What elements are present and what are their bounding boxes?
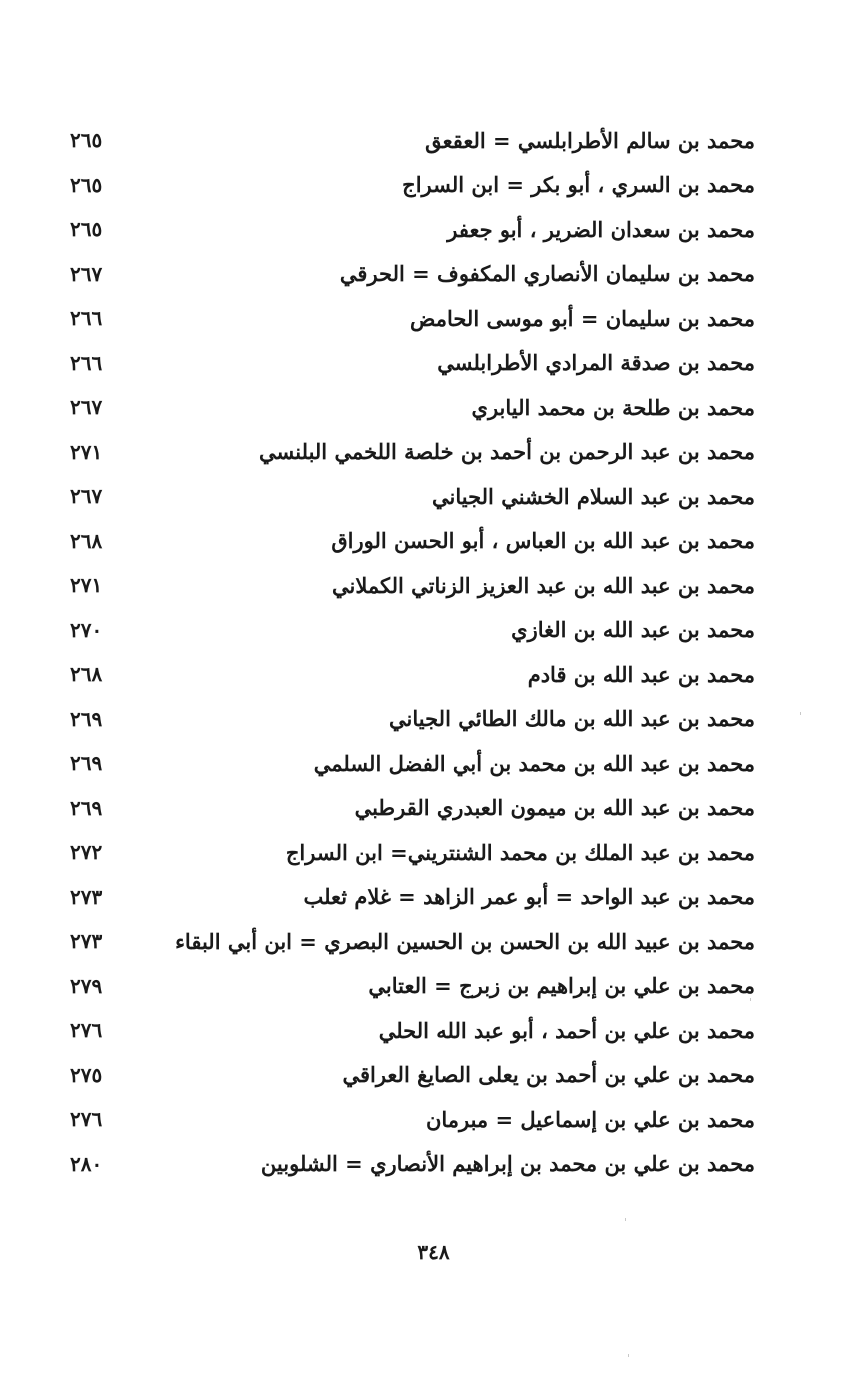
index-entry	[70, 252, 755, 297]
entry-page-number: ٢٦٥	[70, 217, 103, 242]
page-number: ٣٤٨	[417, 1240, 450, 1264]
index-entry	[70, 207, 755, 252]
index-entry	[70, 163, 755, 208]
entry-name: محمد بن علي بن إسماعيل = مبرمان	[425, 1106, 755, 1132]
entry-page-number: ٢٦٧	[70, 484, 103, 509]
entry-name: محمد بن عبيد الله بن الحسن بن الحسين البصري = ابن أبي البقاء	[175, 928, 755, 954]
entry-name: محمد بن السري ، أبو بكر = ابن السراج	[402, 172, 755, 198]
entry-name: محمد بن عبد الله بن العباس ، أبو الحسن الوراق	[331, 528, 755, 554]
index-entry	[70, 341, 755, 386]
index-entry	[70, 1097, 755, 1142]
entry-page-number: ٢٦٩	[70, 706, 103, 731]
index-entry	[70, 652, 755, 697]
entry-name: محمد بن علي بن إبراهيم بن زبرج = العتابي	[368, 973, 755, 999]
index-entry	[70, 519, 755, 564]
entry-page-number: ٢٧٢	[70, 840, 103, 865]
entry-page-number: ٢٧٣	[70, 929, 103, 954]
entry-page-number: ٢٦٩	[70, 795, 103, 820]
entry-name: محمد بن عبد الرحمن بن أحمد بن خلصة اللخمي البلنسي	[259, 439, 755, 465]
entry-page-number: ٢٧٩	[70, 973, 103, 998]
index-entry	[70, 474, 755, 519]
entry-name: محمد بن عبد الله بن قادم	[527, 661, 755, 687]
entry-name: محمد بن سعدان الضرير ، أبو جعفر	[447, 216, 755, 242]
entry-page-number: ٢٦٦	[70, 350, 103, 375]
entry-name: محمد بن عبد الله بن الغازي	[511, 617, 755, 643]
entry-name: محمد بن عبد الله بن محمد بن أبي الفضل السلمي	[313, 750, 755, 776]
index-entry	[70, 875, 755, 920]
index-entry	[70, 430, 755, 475]
entry-name: محمد بن طلحة بن محمد اليابري	[471, 394, 755, 420]
entry-name: محمد بن عبد الله بن ميمون العبدري القرطبي	[354, 795, 755, 821]
index-entry	[70, 296, 755, 341]
entry-name: محمد بن عبد الله بن عبد العزيز الزناتي الكملاني	[332, 572, 755, 598]
index-entry	[70, 608, 755, 653]
index-entry	[70, 563, 755, 608]
entry-page-number: ٢٧١	[70, 439, 103, 464]
index-entry	[70, 919, 755, 964]
scan-speck	[800, 712, 801, 715]
scan-speck	[750, 998, 751, 1001]
entry-name: محمد بن سليمان الأنصاري المكفوف = الحرقي	[339, 261, 755, 287]
index-entry	[70, 741, 755, 786]
entry-page-number: ٢٧٠	[70, 617, 103, 642]
entry-page-number: ٢٦٧	[70, 395, 103, 420]
entry-page-number: ٢٧٦	[70, 1107, 103, 1132]
entry-page-number: ٢٦٧	[70, 261, 103, 286]
entry-page-number: ٢٧٦	[70, 1018, 103, 1043]
entry-name: محمد بن علي بن أحمد بن يعلى الصايغ العراقي	[342, 1062, 755, 1088]
entry-page-number: ٢٧٥	[70, 1062, 103, 1087]
entry-page-number: ٢٨٠	[70, 1151, 103, 1176]
entry-name: محمد بن علي بن أحمد ، أبو عبد الله الحلي	[378, 1017, 755, 1043]
entry-name: محمد بن صدقة المرادي الأطرابلسي	[437, 350, 755, 376]
scan-speck	[628, 1354, 629, 1357]
entry-page-number: ٢٦٩	[70, 751, 103, 776]
entry-name: محمد بن علي بن محمد بن إبراهيم الأنصاري = الشلوبين	[260, 1151, 755, 1177]
index-entry	[70, 697, 755, 742]
entry-name: محمد بن عبد الواحد = أبو عمر الزاهد = غلام ثعلب	[303, 884, 755, 910]
index-entry	[70, 964, 755, 1009]
entry-page-number: ٢٦٥	[70, 172, 103, 197]
entry-page-number: ٢٦٨	[70, 662, 103, 687]
entry-page-number: ٢٧٣	[70, 884, 103, 909]
index-entry	[70, 385, 755, 430]
index-entry	[70, 1008, 755, 1053]
entry-name: محمد بن سالم الأطرابلسي = العقعق	[425, 127, 755, 153]
index-entry	[70, 786, 755, 831]
entry-page-number: ٢٦٦	[70, 306, 103, 331]
entry-page-number: ٢٦٥	[70, 128, 103, 153]
index-entry	[70, 1053, 755, 1098]
entry-page-number: ٢٦٨	[70, 528, 103, 553]
entry-name: محمد بن سليمان = أبو موسى الحامض	[410, 305, 755, 331]
entry-page-number: ٢٧١	[70, 573, 103, 598]
index-entry	[70, 830, 755, 875]
index-entry	[70, 1142, 755, 1187]
scan-speck	[625, 1218, 626, 1221]
entry-name: محمد بن عبد السلام الخشني الجياني	[432, 483, 755, 509]
entry-name: محمد بن عبد الملك بن محمد الشنتريني= ابن السراج	[285, 839, 755, 865]
name-index-list	[70, 118, 755, 1186]
index-entry	[70, 118, 755, 163]
entry-name: محمد بن عبد الله بن مالك الطائي الجياني	[389, 706, 755, 732]
